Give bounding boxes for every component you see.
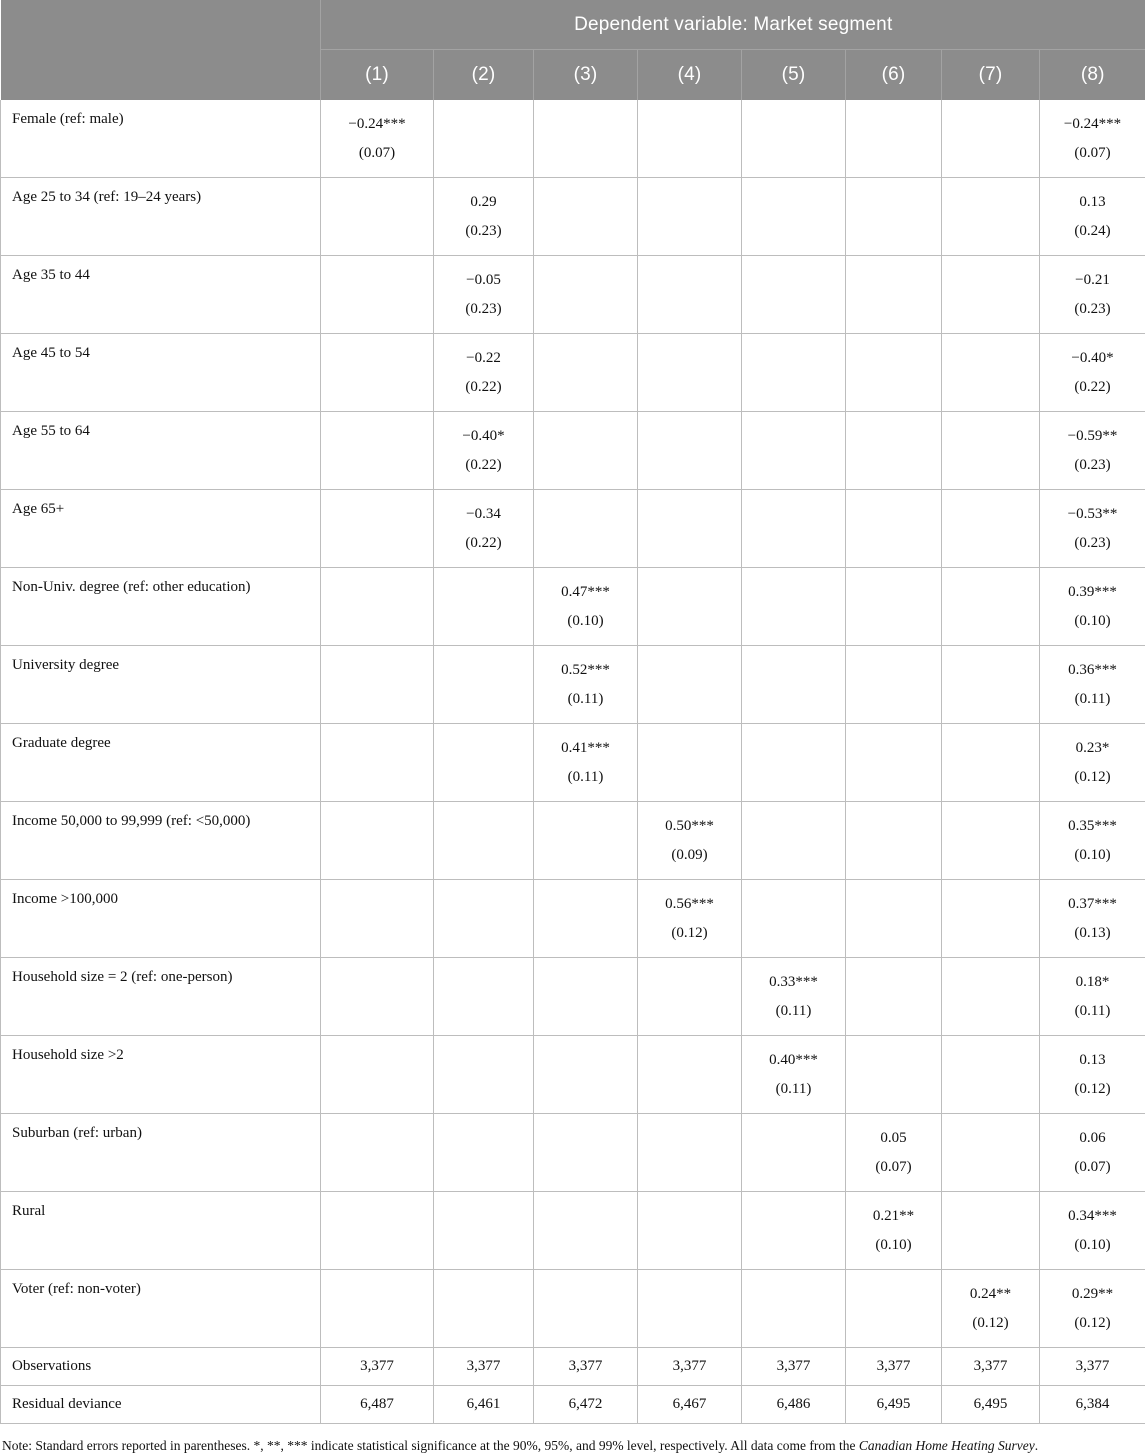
coefficient-cell — [534, 100, 638, 178]
coefficient-cell — [434, 880, 534, 958]
coefficient-cell — [1040, 1114, 1145, 1192]
row-label: Voter (ref: non-voter) — [1, 1270, 321, 1348]
coefficient-cell — [638, 724, 742, 802]
coefficient-cell — [742, 1036, 846, 1114]
stat-value: 3,377 — [534, 1348, 638, 1386]
table-row — [1, 256, 1145, 334]
stat-row — [1, 1386, 1145, 1424]
coefficient-cell — [434, 490, 534, 568]
coefficient-cell — [846, 1114, 942, 1192]
coefficient-cell — [638, 334, 742, 412]
stat-value: 6,487 — [321, 1386, 434, 1424]
header-blank-cell — [1, 50, 321, 101]
standard-error-value: (0.22) — [434, 373, 533, 402]
coefficient-cell — [434, 100, 534, 178]
coefficient-value: 0.33*** — [742, 968, 845, 997]
coefficient-cell — [638, 646, 742, 724]
note-end: . — [1035, 1438, 1038, 1453]
standard-error-value: (0.23) — [434, 217, 533, 246]
row-label: Household size >2 — [1, 1036, 321, 1114]
table-row — [1, 412, 1145, 490]
standard-error-value: (0.10) — [846, 1231, 941, 1260]
coefficient-cell — [534, 1036, 638, 1114]
coefficient-cell — [638, 880, 742, 958]
coefficient-cell — [942, 1192, 1040, 1270]
stat-value: 3,377 — [321, 1348, 434, 1386]
standard-error-value: (0.07) — [321, 139, 433, 168]
coefficient-value: 0.41*** — [534, 734, 637, 763]
row-label: Age 65+ — [1, 490, 321, 568]
stat-label: Residual deviance — [1, 1386, 321, 1424]
stat-row — [1, 1348, 1145, 1386]
coefficient-value: −0.34 — [434, 500, 533, 529]
coefficient-cell — [846, 1270, 942, 1348]
table-row — [1, 1114, 1145, 1192]
coefficient-cell — [321, 1036, 434, 1114]
coefficient-cell — [846, 958, 942, 1036]
coefficient-cell — [321, 490, 434, 568]
coefficient-cell — [942, 880, 1040, 958]
coefficient-value: −0.24*** — [321, 110, 433, 139]
coefficient-cell — [321, 958, 434, 1036]
coefficient-cell — [638, 802, 742, 880]
coefficient-cell — [742, 490, 846, 568]
stat-value: 6,461 — [434, 1386, 534, 1424]
coefficient-cell — [846, 100, 942, 178]
coefficient-cell — [434, 646, 534, 724]
standard-error-value: (0.22) — [1040, 373, 1145, 402]
coefficient-cell — [321, 412, 434, 490]
coefficient-cell — [1040, 802, 1145, 880]
table-row — [1, 334, 1145, 412]
coefficient-cell — [1040, 256, 1145, 334]
coefficient-cell — [534, 490, 638, 568]
row-label: Age 55 to 64 — [1, 412, 321, 490]
column-header: (8) — [1040, 50, 1145, 101]
coefficient-cell — [742, 334, 846, 412]
coefficient-cell — [434, 1192, 534, 1270]
table-row — [1, 490, 1145, 568]
coefficient-cell — [942, 568, 1040, 646]
coefficient-value: 0.35*** — [1040, 812, 1145, 841]
coefficient-value: 0.36*** — [1040, 656, 1145, 685]
row-label: University degree — [1, 646, 321, 724]
coefficient-cell — [434, 1114, 534, 1192]
coefficient-cell — [534, 958, 638, 1036]
coefficient-cell — [1040, 880, 1145, 958]
standard-error-value: (0.23) — [1040, 295, 1145, 324]
standard-error-value: (0.23) — [1040, 529, 1145, 558]
coefficient-cell — [1040, 334, 1145, 412]
coefficient-cell — [742, 802, 846, 880]
coefficient-cell — [742, 1114, 846, 1192]
standard-error-value: (0.07) — [1040, 139, 1145, 168]
row-label: Age 45 to 54 — [1, 334, 321, 412]
coefficient-cell — [846, 178, 942, 256]
coefficient-value: 0.13 — [1040, 1046, 1145, 1075]
row-label: Income 50,000 to 99,999 (ref: <50,000) — [1, 802, 321, 880]
coefficient-value: 0.52*** — [534, 656, 637, 685]
standard-error-value: (0.12) — [1040, 763, 1145, 792]
coefficient-cell — [1040, 412, 1145, 490]
standard-error-value: (0.24) — [1040, 217, 1145, 246]
coefficient-cell — [534, 1192, 638, 1270]
stat-value: 6,495 — [942, 1386, 1040, 1424]
coefficient-value: 0.29 — [434, 188, 533, 217]
coefficient-cell — [321, 568, 434, 646]
standard-error-value: (0.07) — [1040, 1153, 1145, 1182]
coefficient-cell — [942, 1036, 1040, 1114]
standard-error-value: (0.12) — [942, 1309, 1039, 1338]
coefficient-cell — [434, 1270, 534, 1348]
stat-value: 6,495 — [846, 1386, 942, 1424]
note-source: Canadian Home Heating Survey — [859, 1438, 1035, 1453]
coefficient-cell — [846, 490, 942, 568]
coefficient-value: 0.47*** — [534, 578, 637, 607]
table-row — [1, 802, 1145, 880]
coefficient-cell — [1040, 646, 1145, 724]
coefficient-value: 0.18* — [1040, 968, 1145, 997]
coefficient-value: −0.21 — [1040, 266, 1145, 295]
standard-error-value: (0.10) — [534, 607, 637, 636]
standard-error-value: (0.12) — [1040, 1075, 1145, 1104]
coefficient-cell — [742, 1192, 846, 1270]
standard-error-value: (0.22) — [434, 451, 533, 480]
coefficient-cell — [942, 490, 1040, 568]
coefficient-cell — [1040, 100, 1145, 178]
coefficient-cell — [321, 178, 434, 256]
table-row — [1, 724, 1145, 802]
coefficient-cell — [434, 256, 534, 334]
coefficient-cell — [638, 100, 742, 178]
column-number-row — [1, 50, 1145, 101]
coefficient-cell — [846, 880, 942, 958]
coefficient-value: 0.05 — [846, 1124, 941, 1153]
header-blank-cell — [1, 0, 321, 50]
coefficient-cell — [1040, 958, 1145, 1036]
stat-value: 6,486 — [742, 1386, 846, 1424]
coefficient-cell — [321, 724, 434, 802]
column-header: (4) — [638, 50, 742, 101]
coefficient-cell — [434, 178, 534, 256]
coefficient-cell — [638, 1270, 742, 1348]
standard-error-value: (0.11) — [742, 1075, 845, 1104]
coefficient-cell — [638, 1192, 742, 1270]
coefficient-cell — [742, 958, 846, 1036]
stat-value: 6,467 — [638, 1386, 742, 1424]
stat-value: 3,377 — [1040, 1348, 1145, 1386]
stat-value: 6,472 — [534, 1386, 638, 1424]
coefficient-value: 0.21** — [846, 1202, 941, 1231]
coefficient-cell — [534, 568, 638, 646]
coefficient-cell — [742, 568, 846, 646]
coefficient-cell — [942, 958, 1040, 1036]
dependent-variable-header: Dependent variable: Market segment — [321, 0, 1145, 50]
coefficient-cell — [846, 412, 942, 490]
table-body — [1, 100, 1145, 1424]
column-header: (3) — [534, 50, 638, 101]
coefficient-cell — [942, 1270, 1040, 1348]
coefficient-value: −0.22 — [434, 344, 533, 373]
coefficient-cell — [846, 256, 942, 334]
coefficient-cell — [742, 256, 846, 334]
coefficient-cell — [321, 646, 434, 724]
stat-value: 3,377 — [846, 1348, 942, 1386]
row-label: Income >100,000 — [1, 880, 321, 958]
coefficient-cell — [742, 880, 846, 958]
coefficient-cell — [742, 646, 846, 724]
coefficient-cell — [321, 1192, 434, 1270]
table-note — [0, 1424, 1145, 1454]
coefficient-cell — [846, 1192, 942, 1270]
stat-value: 3,377 — [942, 1348, 1040, 1386]
standard-error-value: (0.12) — [638, 919, 741, 948]
coefficient-value: −0.53** — [1040, 500, 1145, 529]
coefficient-cell — [846, 802, 942, 880]
coefficient-cell — [534, 178, 638, 256]
stat-value: 3,377 — [638, 1348, 742, 1386]
standard-error-value: (0.10) — [1040, 607, 1145, 636]
row-label: Non-Univ. degree (ref: other education) — [1, 568, 321, 646]
standard-error-value: (0.11) — [742, 997, 845, 1026]
coefficient-cell — [846, 568, 942, 646]
row-label: Suburban (ref: urban) — [1, 1114, 321, 1192]
coefficient-cell — [942, 646, 1040, 724]
table-row — [1, 880, 1145, 958]
coefficient-cell — [1040, 568, 1145, 646]
column-header: (5) — [742, 50, 846, 101]
coefficient-cell — [534, 412, 638, 490]
coefficient-cell — [638, 256, 742, 334]
coefficient-cell — [1040, 1036, 1145, 1114]
coefficient-cell — [846, 724, 942, 802]
table-row — [1, 1192, 1145, 1270]
table-row — [1, 568, 1145, 646]
coefficient-value: 0.13 — [1040, 188, 1145, 217]
coefficient-value: 0.34*** — [1040, 1202, 1145, 1231]
stat-value: 6,384 — [1040, 1386, 1145, 1424]
coefficient-cell — [534, 880, 638, 958]
standard-error-value: (0.07) — [846, 1153, 941, 1182]
coefficient-cell — [534, 802, 638, 880]
coefficient-cell — [638, 568, 742, 646]
coefficient-cell — [534, 646, 638, 724]
table-row — [1, 958, 1145, 1036]
stat-label: Observations — [1, 1348, 321, 1386]
coefficient-cell — [534, 334, 638, 412]
table-row — [1, 1036, 1145, 1114]
coefficient-cell — [942, 256, 1040, 334]
coefficient-cell — [321, 1270, 434, 1348]
coefficient-cell — [534, 256, 638, 334]
coefficient-value: 0.56*** — [638, 890, 741, 919]
coefficient-cell — [321, 1114, 434, 1192]
coefficient-cell — [846, 334, 942, 412]
standard-error-value: (0.09) — [638, 841, 741, 870]
standard-error-value: (0.11) — [1040, 685, 1145, 714]
coefficient-cell — [942, 1114, 1040, 1192]
coefficient-cell — [321, 100, 434, 178]
coefficient-cell — [942, 334, 1040, 412]
standard-error-value: (0.11) — [1040, 997, 1145, 1026]
coefficient-value: −0.59** — [1040, 422, 1145, 451]
coefficient-cell — [1040, 178, 1145, 256]
row-label: Age 35 to 44 — [1, 256, 321, 334]
coefficient-cell — [321, 880, 434, 958]
column-header: (6) — [846, 50, 942, 101]
stat-value: 3,377 — [434, 1348, 534, 1386]
coefficient-cell — [321, 334, 434, 412]
coefficient-cell — [742, 412, 846, 490]
coefficient-cell — [1040, 490, 1145, 568]
coefficient-value: −0.40* — [434, 422, 533, 451]
standard-error-value: (0.10) — [1040, 1231, 1145, 1260]
coefficient-cell — [942, 178, 1040, 256]
coefficient-cell — [846, 646, 942, 724]
coefficient-cell — [434, 412, 534, 490]
row-label: Rural — [1, 1192, 321, 1270]
standard-error-value: (0.13) — [1040, 919, 1145, 948]
coefficient-cell — [1040, 1270, 1145, 1348]
standard-error-value: (0.11) — [534, 685, 637, 714]
coefficient-cell — [1040, 1192, 1145, 1270]
coefficient-value: 0.24** — [942, 1280, 1039, 1309]
standard-error-value: (0.23) — [1040, 451, 1145, 480]
coefficient-value: 0.39*** — [1040, 578, 1145, 607]
coefficient-value: −0.05 — [434, 266, 533, 295]
column-header: (1) — [321, 50, 434, 101]
coefficient-value: 0.06 — [1040, 1124, 1145, 1153]
column-header: (2) — [434, 50, 534, 101]
coefficient-cell — [742, 724, 846, 802]
row-label: Household size = 2 (ref: one-person) — [1, 958, 321, 1036]
coefficient-value: 0.40*** — [742, 1046, 845, 1075]
coefficient-cell — [321, 802, 434, 880]
coefficient-cell — [742, 100, 846, 178]
coefficient-cell — [742, 1270, 846, 1348]
coefficient-value: 0.23* — [1040, 734, 1145, 763]
table-row — [1, 178, 1145, 256]
coefficient-cell — [434, 724, 534, 802]
note-text: Note: Standard errors reported in parentheses. *, **, *** indicate statistical significance at the 90%, 95%, and 99% level, respectively. All data come from the — [2, 1438, 859, 1453]
standard-error-value: (0.22) — [434, 529, 533, 558]
coefficient-cell — [638, 490, 742, 568]
coefficient-cell — [742, 178, 846, 256]
table-row — [1, 1270, 1145, 1348]
coefficient-cell — [434, 334, 534, 412]
standard-error-value: (0.10) — [1040, 841, 1145, 870]
row-label: Female (ref: male) — [1, 100, 321, 178]
coefficient-cell — [942, 802, 1040, 880]
coefficient-cell — [434, 568, 534, 646]
coefficient-cell — [638, 958, 742, 1036]
coefficient-cell — [846, 1036, 942, 1114]
coefficient-value: −0.24*** — [1040, 110, 1145, 139]
coefficient-cell — [638, 1114, 742, 1192]
coefficient-cell — [942, 100, 1040, 178]
coefficient-cell — [638, 412, 742, 490]
standard-error-value: (0.11) — [534, 763, 637, 792]
coefficient-value: 0.50*** — [638, 812, 741, 841]
table-row — [1, 646, 1145, 724]
coefficient-cell — [638, 1036, 742, 1114]
coefficient-cell — [434, 1036, 534, 1114]
coefficient-cell — [321, 256, 434, 334]
coefficient-cell — [942, 724, 1040, 802]
coefficient-cell — [942, 412, 1040, 490]
stat-value: 3,377 — [742, 1348, 846, 1386]
coefficient-value: 0.37*** — [1040, 890, 1145, 919]
coefficient-cell — [1040, 724, 1145, 802]
coefficient-value: 0.29** — [1040, 1280, 1145, 1309]
coefficient-cell — [434, 802, 534, 880]
coefficient-value: −0.40* — [1040, 344, 1145, 373]
coefficient-cell — [434, 958, 534, 1036]
column-header: (7) — [942, 50, 1040, 101]
coefficient-cell — [638, 178, 742, 256]
coefficient-cell — [534, 724, 638, 802]
standard-error-value: (0.23) — [434, 295, 533, 324]
coefficient-cell — [534, 1114, 638, 1192]
standard-error-value: (0.12) — [1040, 1309, 1145, 1338]
row-label: Age 25 to 34 (ref: 19–24 years) — [1, 178, 321, 256]
coefficient-cell — [534, 1270, 638, 1348]
table-row — [1, 100, 1145, 178]
row-label: Graduate degree — [1, 724, 321, 802]
